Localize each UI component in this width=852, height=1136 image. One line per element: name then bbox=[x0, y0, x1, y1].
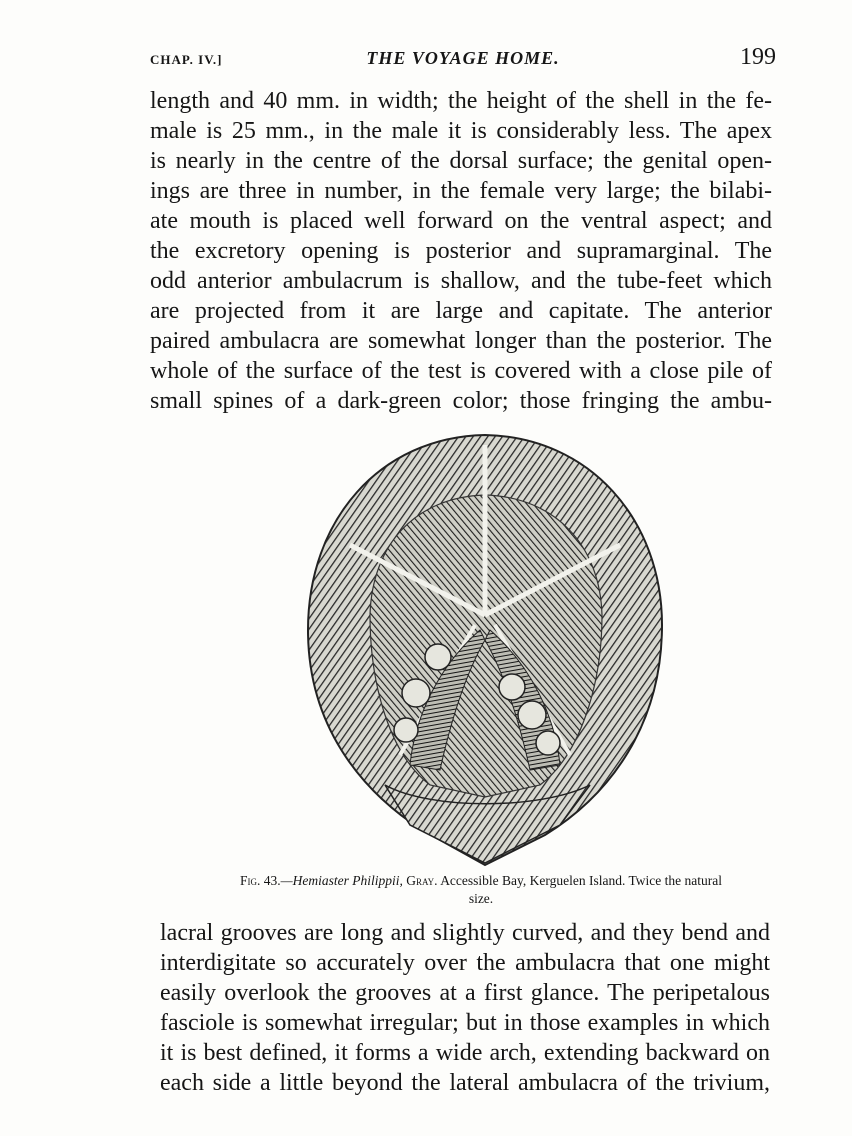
species-authority: Gray. bbox=[406, 873, 438, 888]
running-title: THE VOYAGE HOME. bbox=[366, 48, 560, 68]
text-line: interdigitate so accurately over the ambulacra that one might bbox=[160, 950, 770, 976]
text-line: male is 25 mm., in the male it is considerably less. The apex bbox=[150, 118, 772, 144]
text-line: ings are three in number, in the female very large; the bilabi- bbox=[150, 178, 772, 204]
text-line: ate mouth is placed well forward on the ventral aspect; and bbox=[150, 208, 772, 234]
text-line: easily overlook the grooves at a first glance. The peripetalous bbox=[160, 980, 770, 1006]
text-line: are projected from it are large and capitate. The anterior bbox=[150, 298, 772, 324]
text-line: length and 40 mm. in width; the height of the shell in the fe- bbox=[150, 88, 772, 114]
urchin-engraving bbox=[290, 425, 680, 870]
chapter-label: CHAP. IV.] bbox=[150, 52, 223, 67]
text-line: odd anterior ambulacrum is shallow, and the tube-feet which bbox=[150, 268, 772, 294]
figure-caption bbox=[176, 872, 786, 908]
body-paragraph-top bbox=[150, 86, 772, 416]
body-paragraph-bottom bbox=[160, 918, 770, 1098]
text-line: whole of the surface of the test is covered with a close pile of bbox=[150, 358, 772, 384]
text-line: the excretory opening is posterior and supramarginal. The bbox=[150, 238, 772, 264]
running-header bbox=[150, 44, 776, 74]
figure-label: Fig. 43. bbox=[239, 873, 281, 888]
figure-locality: Accessible Bay, Kerguelen Island. Twice the natural bbox=[440, 873, 723, 888]
text-line: it is best defined, it forms a wide arch, extending backward on bbox=[160, 1040, 770, 1066]
sea-urchin-illustration bbox=[290, 425, 680, 870]
text-line: fasciole is somewhat irregular; but in those examples in which bbox=[160, 1010, 770, 1036]
text-line: small spines of a dark-green color; those fringing the ambu- bbox=[150, 388, 772, 414]
species-name: —Hemiaster Philippii, bbox=[280, 873, 403, 888]
figure-caption-continuation: size. bbox=[468, 891, 494, 906]
page-number: 199 bbox=[740, 44, 776, 70]
text-line: lacral grooves are long and slightly curved, and they bend and bbox=[160, 920, 770, 946]
text-line: is nearly in the centre of the dorsal surface; the genital open- bbox=[150, 148, 772, 174]
text-line: paired ambulacra are somewhat longer than the posterior. The bbox=[150, 328, 772, 354]
text-line: each side a little beyond the lateral ambulacra of the trivium, bbox=[160, 1070, 770, 1096]
